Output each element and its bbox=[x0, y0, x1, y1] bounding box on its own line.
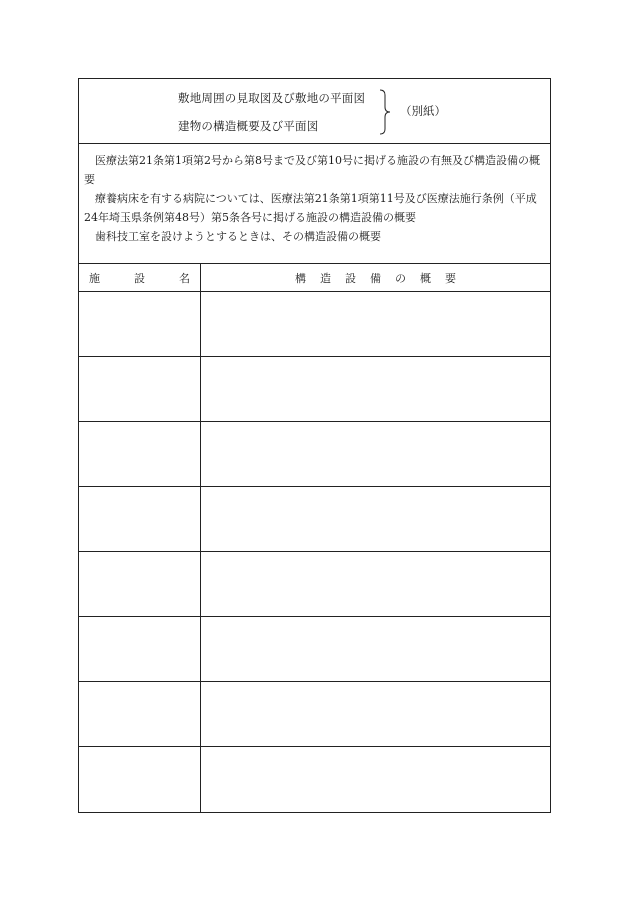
facility-name-cell[interactable] bbox=[79, 747, 201, 812]
facility-name-header-char: 設 bbox=[134, 271, 145, 285]
structure-overview-header-char: 設 bbox=[345, 271, 356, 285]
notes-section bbox=[79, 144, 550, 264]
structure-overview-cell[interactable] bbox=[201, 357, 550, 422]
facility-name-cell[interactable] bbox=[79, 682, 201, 747]
facility-table bbox=[79, 264, 550, 812]
structure-overview-header-char: 概 bbox=[420, 271, 431, 285]
attachment-note: （別紙） bbox=[400, 104, 446, 118]
facility-name-cell[interactable] bbox=[79, 292, 201, 357]
structure-overview-cell[interactable] bbox=[201, 552, 550, 617]
facility-name-cell[interactable] bbox=[79, 617, 201, 682]
structure-overview-header bbox=[201, 264, 550, 292]
structure-overview-header-char: の bbox=[395, 271, 406, 285]
facility-name-header bbox=[79, 264, 201, 292]
right-brace-icon bbox=[378, 89, 392, 135]
structure-overview-cell[interactable] bbox=[201, 422, 550, 487]
structure-overview-cell[interactable] bbox=[201, 747, 550, 812]
structure-overview-cell[interactable] bbox=[201, 292, 550, 357]
facility-name-cell[interactable] bbox=[79, 487, 201, 552]
structure-overview-header-char: 構 bbox=[295, 271, 306, 285]
facility-name-cell[interactable] bbox=[79, 422, 201, 487]
structure-overview-header-char: 要 bbox=[445, 271, 456, 285]
facility-name-cell[interactable] bbox=[79, 552, 201, 617]
structure-overview-cell[interactable] bbox=[201, 617, 550, 682]
structure-overview-cell[interactable] bbox=[201, 682, 550, 747]
attachment-section bbox=[79, 79, 550, 144]
structure-overview-cell[interactable] bbox=[201, 487, 550, 552]
facility-name-cell[interactable] bbox=[79, 357, 201, 422]
structure-overview-header-char: 備 bbox=[370, 271, 381, 285]
note-dental-lab: 歯科技工室を設けようとするときは、その構造設備の概要 bbox=[95, 230, 381, 243]
note-facilities: 医療法第21条第1項第2号から第8号まで及び第10号に掲げる施設の有無及び構造設備の概要 bbox=[84, 154, 540, 186]
structure-overview-header-char: 造 bbox=[320, 271, 331, 285]
building-plan-label: 建物の構造概要及び平面図 bbox=[178, 119, 319, 133]
site-plan-label: 敷地周囲の見取図及び敷地の平面図 bbox=[178, 91, 366, 105]
facility-name-header-char: 名 bbox=[179, 271, 190, 285]
facility-name-header-char: 施 bbox=[89, 271, 100, 285]
note-recuperation-beds: 療養病床を有する病院については、医療法第21条第1項第11号及び医療法施行条例（平成24年埼玉県条例第48号）第5条各号に掲げる施設の構造設備の概要 bbox=[84, 192, 537, 224]
facility-structure-form bbox=[78, 78, 551, 813]
